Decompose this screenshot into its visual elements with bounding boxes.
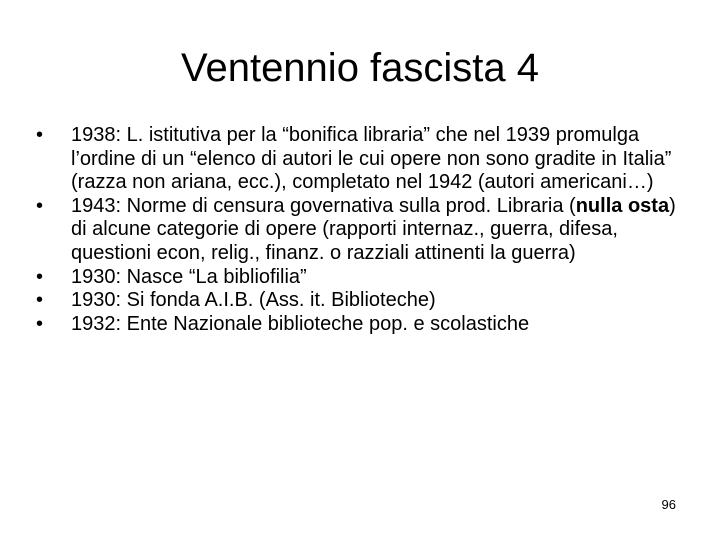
bullet-icon: • xyxy=(36,312,44,335)
bullet-item-aib xyxy=(36,289,696,313)
bullet-item-1943 xyxy=(36,195,696,266)
bullet-icon: • xyxy=(36,124,44,146)
page-number: 96 xyxy=(661,497,676,512)
bullet-icon: • xyxy=(36,265,44,288)
bullet-icon: • xyxy=(36,289,44,312)
slide-title: Ventennio fascista 4 xyxy=(180,46,540,90)
bullet-text: 1938: L. istitutiva per la “bonifica libraria” che nel 1939 promulga l’ordine di un “elenco di autori le cui opere non sono gradite in Italia” (razza non ariana, ecc.), completato nel 1942 (autori americani…) xyxy=(71,124,672,194)
bullet-item-bibliofilia xyxy=(36,266,696,290)
bullet-text-part: ) di alcune categorie di opere (rapporti internaz., guerra, difesa, questioni econ, relig., finanz. o razziali attinenti la guerra) xyxy=(71,194,676,264)
bullet-text-bold: nulla osta xyxy=(575,194,670,217)
bullet-text xyxy=(71,195,696,266)
bullet-text-part: 1943: Norme di censura governativa sulla prod. Libraria ( xyxy=(71,194,576,217)
bullet-item-ente-nazionale xyxy=(36,313,696,337)
bullet-item-1938 xyxy=(36,124,696,195)
bullet-text: 1930: Si fonda A.I.B. (Ass. it. Biblioteche) xyxy=(71,289,436,312)
bullet-text: 1930: Nasce “La bibliofilia” xyxy=(71,265,307,288)
bullet-text: 1932: Ente Nazionale biblioteche pop. e scolastiche xyxy=(71,312,530,335)
bullet-icon: • xyxy=(36,194,44,217)
bullet-list xyxy=(36,124,696,336)
